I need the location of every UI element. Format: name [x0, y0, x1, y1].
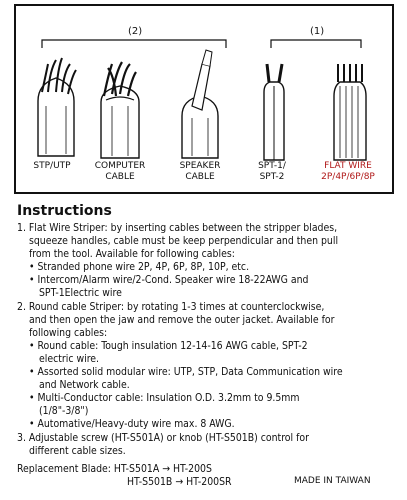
item1-bullet-cont: SPT-1Electric wire [39, 287, 122, 300]
item2-line: 2. Round cable Striper: by rotating 1-3 times at counterclockwise, [17, 300, 325, 313]
replacement-line-1: Replacement Blade: HT-S501A → HT-200S [17, 463, 212, 475]
item3-line: different cable sizes. [29, 444, 126, 457]
cable-types-illustration [14, 4, 394, 194]
group-1-label: (1) [310, 26, 325, 37]
item2-bullet-cont: and Network cable. [39, 379, 130, 392]
replacement-line-2: HT-S501B → HT-200SR [127, 476, 232, 488]
item2-bullet: • Round cable: Tough insulation 12-14-16 AWG cable, SPT-2 [29, 339, 308, 352]
cable-label-speaker: SPEAKER CABLE [179, 161, 221, 182]
computer-cable-drawing [101, 62, 139, 158]
cable-label-flat-wire: FLAT WIRE 2P/4P/6P/8P [321, 161, 375, 182]
replacement-blade [17, 463, 232, 489]
spt-cable-drawing [264, 64, 284, 160]
cable-label-computer: COMPUTER CABLE [94, 161, 146, 182]
item2-line: and then open the jaw and remove the outer jacket. Available for [29, 313, 335, 326]
item1-line: from the tool. Available for following cables: [29, 248, 235, 261]
item2-bullet: • Automative/Heavy-duty wire max. 8 AWG. [29, 418, 235, 431]
stp-utp-cable-drawing [38, 58, 76, 156]
made-in-label: MADE IN TAIWAN [294, 476, 371, 486]
group-2-label: (2) [128, 26, 143, 37]
instructions-title: Instructions [17, 203, 112, 219]
item2-bullet-cont: (1/8"-3/8") [39, 405, 89, 418]
item1-bullet: • Intercom/Alarm wire/2-Cond. Speaker wire 18-22AWG and [29, 274, 309, 287]
item3-line: 3. Adjustable screw (HT-S501A) or knob (HT-S501B) control for [17, 431, 309, 444]
cable-label-spt: SPT-1/ SPT-2 [258, 161, 286, 182]
item1-line: 1. Flat Wire Striper: by inserting cables between the stripper blades, [17, 222, 338, 234]
instructions-body [17, 222, 389, 458]
speaker-cable-drawing [182, 50, 218, 158]
item1-line: squeeze handles, cable must be keep perpendicular and then pull [29, 235, 339, 248]
item1-bullet: • Stranded phone wire 2P, 4P, 6P, 8P, 10P, etc. [29, 261, 250, 274]
item2-bullet: • Assorted solid modular wire: UTP, STP, Data Communication wire [29, 366, 343, 379]
item2-line: following cables: [29, 326, 108, 339]
cable-label-stp-utp: STP/UTP [33, 161, 71, 171]
item2-bullet: • Multi-Conductor cable: Insulation O.D. 3.2mm to 9.5mm [29, 392, 300, 405]
flat-wire-drawing [334, 64, 366, 160]
item2-bullet-cont: electric wire. [39, 352, 100, 365]
